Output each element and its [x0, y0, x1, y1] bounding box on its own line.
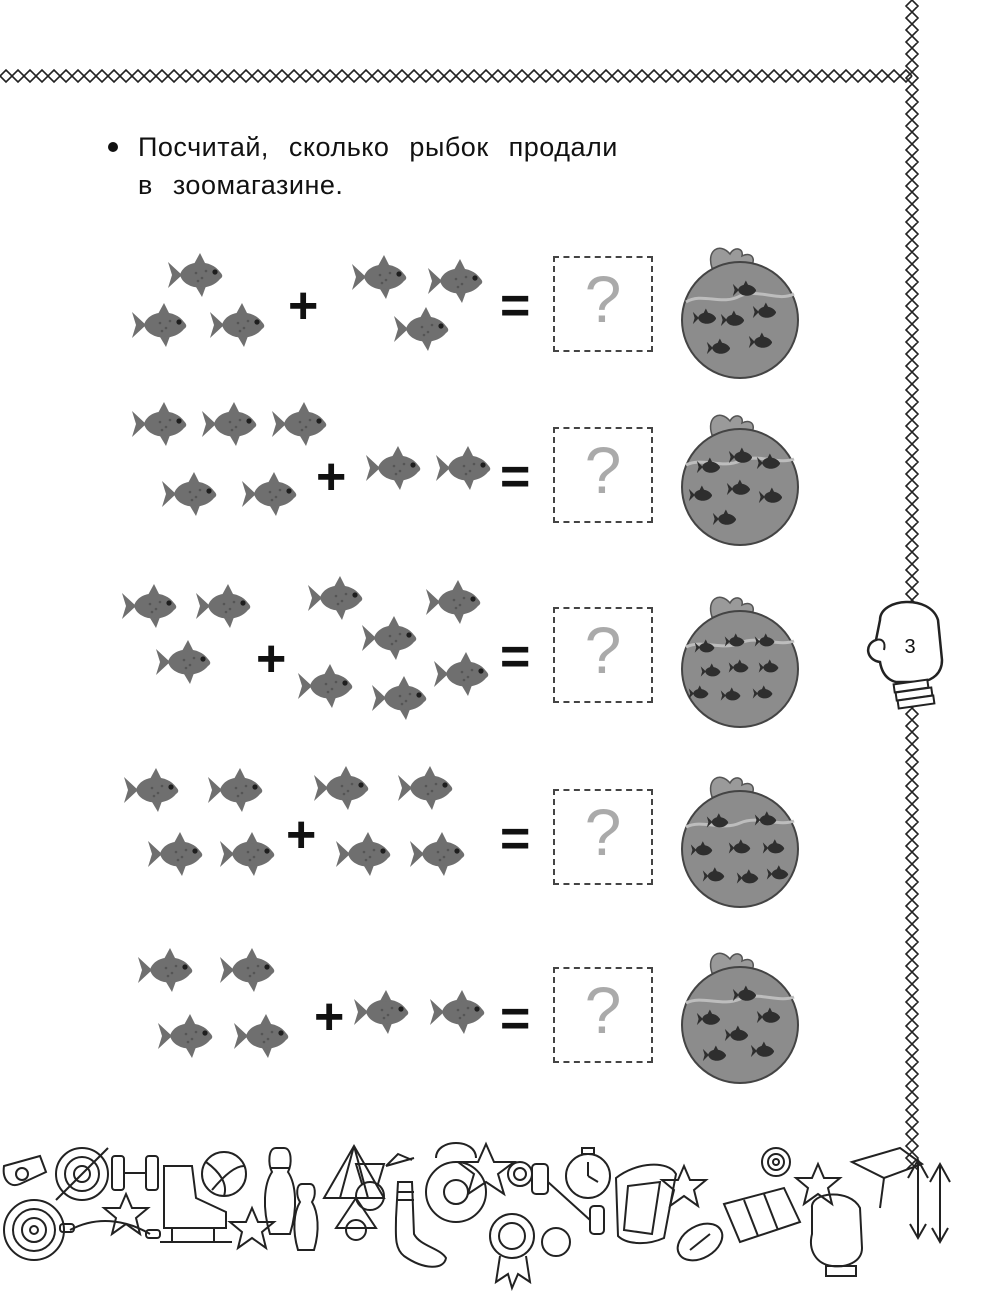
plus-sign: + — [256, 630, 287, 688]
fish-icon — [154, 639, 218, 685]
sports-doodle-strip — [0, 1138, 987, 1300]
fish-icon — [350, 254, 414, 300]
equals-sign: = — [500, 448, 531, 506]
question-mark: ? — [584, 613, 622, 687]
dumbbell-icon — [532, 1164, 604, 1234]
fish-icon — [120, 583, 184, 629]
fish-icon — [432, 651, 496, 697]
fish-icon — [396, 765, 460, 811]
sock-icon — [396, 1182, 446, 1267]
question-mark: ? — [584, 973, 622, 1047]
dart-icon — [930, 1164, 950, 1242]
whistle-icon — [4, 1156, 46, 1185]
fish-bag-icon — [672, 769, 808, 919]
target-icon — [56, 1148, 108, 1200]
fish-icon — [392, 306, 456, 352]
ball-icon — [542, 1228, 570, 1256]
fish-bag-icon — [672, 407, 808, 557]
instruction-text — [108, 128, 668, 204]
equals-sign: = — [500, 990, 531, 1048]
fish-icon — [130, 401, 194, 447]
task-3 — [0, 575, 880, 725]
task-4 — [0, 755, 880, 905]
zigzag-border-right — [898, 0, 926, 1170]
task-2 — [0, 395, 880, 545]
spiral-icon — [508, 1162, 532, 1186]
fish-icon — [360, 615, 424, 661]
flag-icon — [386, 1154, 414, 1166]
answer-box[interactable] — [553, 789, 653, 885]
fish-icon — [218, 831, 282, 877]
fish-icon — [232, 1013, 296, 1059]
answer-box[interactable] — [553, 427, 653, 523]
fish-icon — [270, 401, 334, 447]
equals-sign: = — [500, 277, 531, 335]
fish-icon — [166, 252, 230, 298]
page-number: 3 — [904, 636, 916, 658]
answer-box[interactable] — [553, 967, 653, 1063]
fish-icon — [200, 401, 264, 447]
question-mark: ? — [584, 795, 622, 869]
question-mark: ? — [584, 262, 622, 336]
spiral-icon — [762, 1148, 790, 1176]
plus-sign: + — [316, 448, 347, 506]
football-icon — [671, 1216, 729, 1268]
fish-icon — [136, 947, 200, 993]
question-mark: ? — [584, 433, 622, 507]
plus-sign: + — [288, 277, 319, 335]
spiral-icon — [4, 1200, 64, 1260]
zigzag-border-top — [0, 64, 920, 88]
task-5 — [0, 935, 880, 1085]
fish-bag-icon — [672, 240, 808, 390]
ball-icon — [202, 1152, 246, 1196]
fish-icon — [426, 258, 490, 304]
fish-icon — [160, 471, 224, 517]
medal-icon — [490, 1214, 534, 1288]
fish-icon — [312, 765, 376, 811]
star-icon — [662, 1166, 706, 1206]
flippers-icon — [724, 1188, 800, 1242]
fish-icon — [218, 947, 282, 993]
fish-icon — [370, 675, 434, 721]
fish-icon — [352, 989, 416, 1035]
task-1 — [0, 240, 880, 390]
fish-icon — [364, 445, 428, 491]
goggles-icon — [616, 1165, 676, 1243]
fish-icon — [296, 663, 360, 709]
fish-icon — [130, 302, 194, 348]
fish-icon — [334, 831, 398, 877]
star-icon — [104, 1194, 148, 1234]
fish-bag-icon — [672, 589, 808, 739]
shuttlecock-icon — [324, 1146, 384, 1240]
instruction-line-1: Посчитай, сколько рыбок продали — [138, 132, 618, 162]
plus-sign: + — [286, 806, 317, 864]
ribbon-icon — [852, 1148, 922, 1208]
answer-box[interactable] — [553, 256, 653, 352]
plus-sign: + — [314, 988, 345, 1046]
star-icon — [230, 1208, 274, 1248]
dart-icon — [908, 1160, 928, 1238]
fish-icon — [208, 302, 272, 348]
equals-sign: = — [500, 810, 531, 868]
dumbbell-icon — [112, 1156, 158, 1190]
boxing-glove-icon — [811, 1194, 862, 1276]
kettlebell-icon — [426, 1143, 486, 1222]
fish-icon — [408, 831, 472, 877]
fish-icon — [146, 831, 210, 877]
fish-icon — [424, 579, 488, 625]
equals-sign: = — [500, 628, 531, 686]
instruction-line-2: в зоомагазине. — [138, 170, 344, 200]
fish-icon — [194, 583, 258, 629]
fish-icon — [206, 767, 270, 813]
answer-box[interactable] — [553, 607, 653, 703]
fish-bag-icon — [672, 945, 808, 1095]
fish-icon — [428, 989, 492, 1035]
stopwatch-icon — [566, 1148, 610, 1198]
fish-icon — [122, 767, 186, 813]
bowling-pin-icon — [294, 1184, 317, 1250]
fish-icon — [434, 445, 498, 491]
bullet-icon — [108, 142, 118, 152]
jump-rope-icon — [60, 1221, 160, 1238]
fish-icon — [240, 471, 304, 517]
fish-icon — [156, 1013, 220, 1059]
